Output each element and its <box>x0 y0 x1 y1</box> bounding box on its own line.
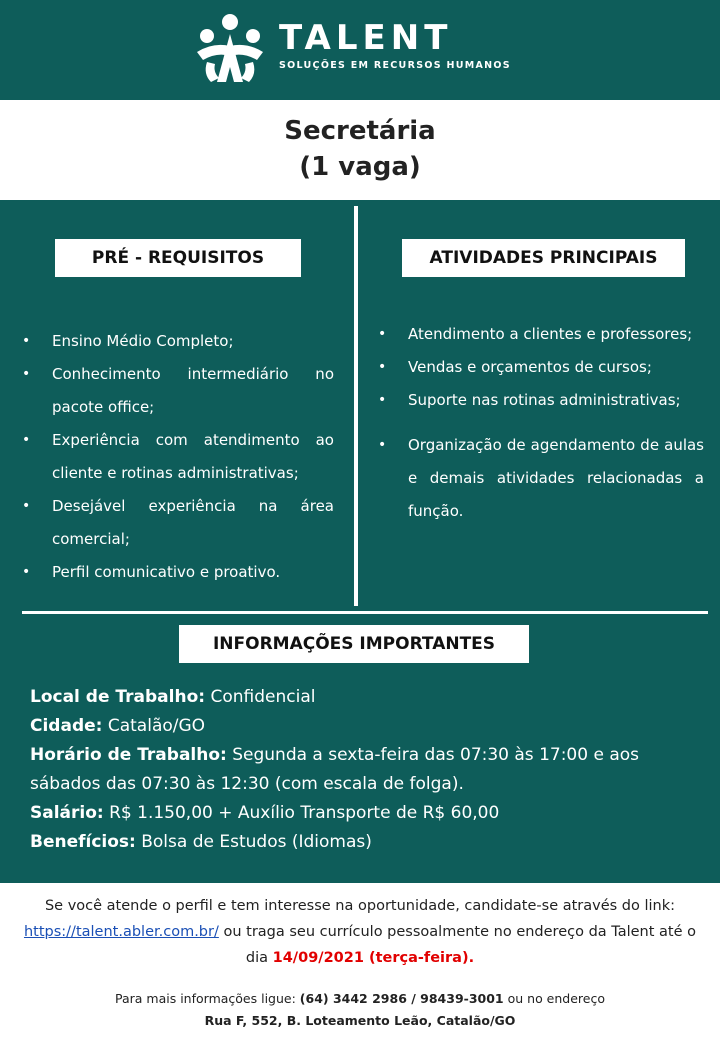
job-vacancy-count: (1 vaga) <box>299 152 421 182</box>
contact-info <box>0 988 720 1032</box>
requisitos-heading: PRÉ - REQUISITOS <box>55 239 301 277</box>
contact-mid: ou no endereço <box>503 991 605 1006</box>
info-horario <box>30 741 695 799</box>
list-item: • Perfil comunicativo e proativo. <box>22 556 334 589</box>
application-instructions <box>18 893 702 971</box>
info-heading: INFORMAÇÕES IMPORTANTES <box>179 625 529 663</box>
column-divider <box>354 206 358 606</box>
atividades-heading: ATIVIDADES PRINCIPAIS <box>402 239 685 277</box>
cta-text-1: Se você atende o perfil e tem interesse na oportunidade, candidate-se através do link: <box>44 898 676 914</box>
requisitos-list <box>22 325 334 589</box>
list-item: • Vendas e orçamentos de cursos; <box>378 351 704 384</box>
info-beneficios-label: Benefícios: <box>30 832 136 852</box>
info-cidade-label: Cidade: <box>30 716 103 736</box>
info-horario-value: Segunda a sexta-feira das 07:30 às 17:00 e aos sábados das 07:30 às 12:30 (com escala de folga). <box>30 745 640 794</box>
info-salario <box>30 799 695 828</box>
brand-name: TALENT <box>279 18 453 58</box>
talent-people-logo-icon <box>195 12 265 84</box>
info-local-value: Confidencial <box>205 687 316 707</box>
job-details-panel <box>0 200 720 883</box>
info-cidade <box>30 712 695 741</box>
list-item: • Suporte nas rotinas administrativas; <box>378 384 704 417</box>
info-salario-value: R$ 1.150,00 + Auxílio Transporte de R$ 60,00 <box>103 803 500 823</box>
info-cidade-value: Catalão/GO <box>102 716 206 736</box>
application-footer <box>0 883 720 1040</box>
contact-phones: (64) 3442 2986 / 98439-3001 <box>299 991 504 1006</box>
list-item: • Atendimento a clientes e professores; <box>378 318 704 351</box>
info-beneficios-value: Bolsa de Estudos (Idiomas) <box>135 832 372 852</box>
list-item: • Conhecimento intermediário no pacote office; <box>22 358 334 424</box>
info-horario-label: Horário de Trabalho: <box>30 745 227 765</box>
list-item: • Desejável experiência na área comercial; <box>22 490 334 556</box>
cta-text-2: ou traga seu currículo pessoalmente no endereço da Talent até o dia <box>218 924 697 966</box>
list-item: • Organização de agendamento de aulas e demais atividades relacionadas a função. <box>378 429 704 528</box>
list-item: • Ensino Médio Completo; <box>22 325 334 358</box>
info-salario-label: Salário: <box>30 803 104 823</box>
info-block <box>30 683 695 857</box>
info-local <box>30 683 695 712</box>
info-local-label: Local de Trabalho: <box>30 687 206 707</box>
contact-prefix: Para mais informações ligue: <box>115 991 300 1006</box>
list-item: • Experiência com atendimento ao cliente e rotinas administrativas; <box>22 424 334 490</box>
brand-tagline: SOLUÇÕES EM RECURSOS HUMANOS <box>279 60 511 71</box>
talent-logo <box>195 10 535 90</box>
application-link[interactable]: https://talent.abler.com.br/ <box>23 924 219 940</box>
contact-address: Rua F, 552, B. Loteamento Leão, Catalão/GO <box>204 1013 516 1028</box>
header-banner <box>0 0 720 100</box>
job-title-name: Secretária <box>284 116 436 146</box>
job-title <box>0 100 720 200</box>
info-beneficios <box>30 828 695 857</box>
application-deadline: 14/09/2021 (terça-feira). <box>272 950 475 966</box>
section-divider <box>22 611 708 614</box>
atividades-list <box>378 318 704 528</box>
